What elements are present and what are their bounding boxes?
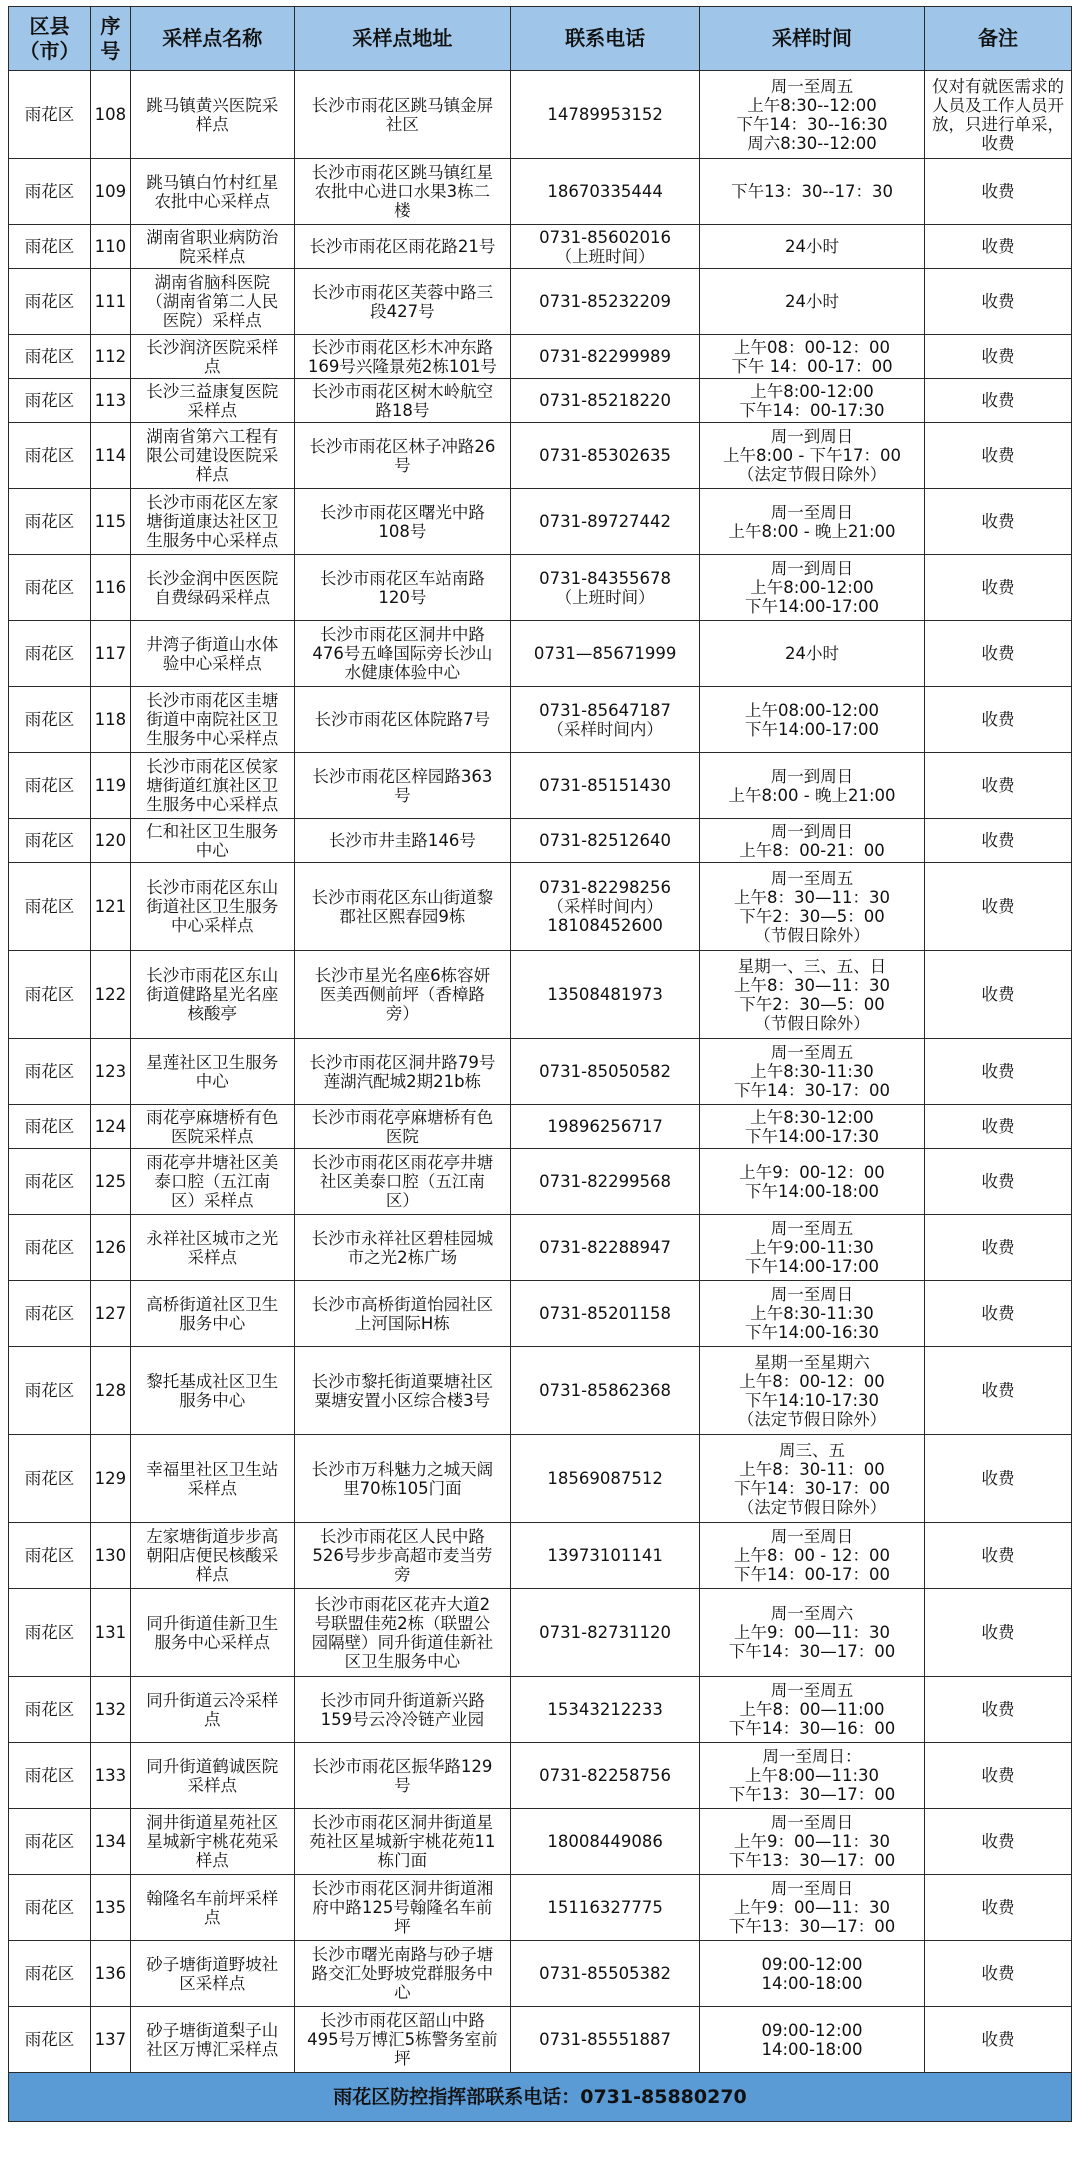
time-cell: 周一到周日 上午8:00-12:00 下午14:00-17:00 xyxy=(700,555,925,621)
seq-cell: 108 xyxy=(90,71,130,159)
district-cell: 雨花区 xyxy=(9,1523,91,1589)
remark-cell: 收费 xyxy=(924,1677,1071,1743)
site-name-cell: 长沙市雨花区东山 街道社区卫生服务 中心采样点 xyxy=(130,863,294,951)
seq-cell: 116 xyxy=(90,555,130,621)
time-cell: 上午08:00-12:00 下午14:00-17:00 xyxy=(700,687,925,753)
phone-cell: 0731-89727442 xyxy=(511,489,700,555)
site-name-cell: 砂子塘街道梨子山 社区万博汇采样点 xyxy=(130,2007,294,2073)
site-address-cell: 长沙市雨花区梓园路363 号 xyxy=(294,753,510,819)
remark-cell: 收费 xyxy=(924,1347,1071,1435)
site-name-cell: 洞井街道星苑社区 星城新宇桃花苑采 样点 xyxy=(130,1809,294,1875)
phone-cell: 0731-82731120 xyxy=(511,1589,700,1677)
table-row xyxy=(9,819,1072,863)
seq-cell: 114 xyxy=(90,423,130,489)
site-address-cell: 长沙市雨花区跳马镇红星 农批中心进口水果3栋二 楼 xyxy=(294,159,510,225)
time-cell: 周一到周日 上午8:00 - 下午17：00 （法定节假日除外） xyxy=(700,423,925,489)
remark-cell: 收费 xyxy=(924,423,1071,489)
table-row xyxy=(9,687,1072,753)
time-cell: 周一至周五 上午8：30—11：30 下午2：30—5：00 （节假日除外） xyxy=(700,863,925,951)
site-address-cell: 长沙市万科魅力之城天阔 里70栋105门面 xyxy=(294,1435,510,1523)
site-address-cell: 长沙市雨花区杉木冲东路 169号兴隆景苑2栋101号 xyxy=(294,335,510,379)
remark-cell: 收费 xyxy=(924,225,1071,269)
district-cell: 雨花区 xyxy=(9,1347,91,1435)
phone-cell: 0731-82512640 xyxy=(511,819,700,863)
site-name-cell: 长沙市雨花区圭塘 街道中南院社区卫 生服务中心采样点 xyxy=(130,687,294,753)
seq-cell: 125 xyxy=(90,1149,130,1215)
time-cell: 24小时 xyxy=(700,225,925,269)
phone-cell: 0731-85302635 xyxy=(511,423,700,489)
district-cell: 雨花区 xyxy=(9,269,91,335)
time-cell: 24小时 xyxy=(700,269,925,335)
time-cell: 上午8:30-12:00 下午14:00-17:30 xyxy=(700,1105,925,1149)
site-name-cell: 湖南省第六工程有 限公司建设医院采 样点 xyxy=(130,423,294,489)
time-cell: 下午13：30--17：30 xyxy=(700,159,925,225)
remark-cell: 收费 xyxy=(924,753,1071,819)
table-row xyxy=(9,1941,1072,2007)
phone-cell: 0731-85218220 xyxy=(511,379,700,423)
phone-cell: 0731-82258756 xyxy=(511,1743,700,1809)
district-cell: 雨花区 xyxy=(9,863,91,951)
site-address-cell: 长沙市井圭路146号 xyxy=(294,819,510,863)
table-row xyxy=(9,1149,1072,1215)
district-cell: 雨花区 xyxy=(9,1149,91,1215)
remark-cell: 收费 xyxy=(924,379,1071,423)
district-cell: 雨花区 xyxy=(9,819,91,863)
table-row xyxy=(9,423,1072,489)
table-row xyxy=(9,753,1072,819)
district-cell: 雨花区 xyxy=(9,1809,91,1875)
seq-cell: 115 xyxy=(90,489,130,555)
site-address-cell: 长沙市雨花区韶山中路 495号万博汇5栋警务室前 坪 xyxy=(294,2007,510,2073)
district-cell: 雨花区 xyxy=(9,379,91,423)
seq-cell: 121 xyxy=(90,863,130,951)
time-cell: 周一至周五 上午8：00—11:00 下午14：30—16：00 xyxy=(700,1677,925,1743)
site-address-cell: 长沙市雨花区树木岭航空 路18号 xyxy=(294,379,510,423)
phone-cell: 0731-85050582 xyxy=(511,1039,700,1105)
site-name-cell: 湖南省脑科医院 （湖南省第二人民 医院）采样点 xyxy=(130,269,294,335)
site-address-cell: 长沙市雨花区车站南路 120号 xyxy=(294,555,510,621)
remark-cell: 收费 xyxy=(924,555,1071,621)
district-cell: 雨花区 xyxy=(9,687,91,753)
district-cell: 雨花区 xyxy=(9,1941,91,2007)
site-name-cell: 砂子塘街道野坡社 区采样点 xyxy=(130,1941,294,2007)
phone-cell: 15116327775 xyxy=(511,1875,700,1941)
site-address-cell: 长沙市雨花区雨花路21号 xyxy=(294,225,510,269)
remark-cell: 收费 xyxy=(924,863,1071,951)
time-cell: 周一至周五 上午8:30--12:00 下午14：30--16:30 周六8:30--12:00 xyxy=(700,71,925,159)
remark-cell: 收费 xyxy=(924,1435,1071,1523)
table-row xyxy=(9,951,1072,1039)
site-name-cell: 高桥街道社区卫生 服务中心 xyxy=(130,1281,294,1347)
phone-cell: 0731-82299989 xyxy=(511,335,700,379)
district-cell: 雨花区 xyxy=(9,1281,91,1347)
site-name-cell: 跳马镇白竹村红星 农批中心采样点 xyxy=(130,159,294,225)
table-row xyxy=(9,1281,1072,1347)
remark-cell: 收费 xyxy=(924,1809,1071,1875)
site-address-cell: 长沙市雨花区芙蓉中路三 段427号 xyxy=(294,269,510,335)
seq-cell: 123 xyxy=(90,1039,130,1105)
site-name-cell: 跳马镇黄兴医院采 样点 xyxy=(130,71,294,159)
header-remark: 备注 xyxy=(924,7,1071,71)
seq-cell: 127 xyxy=(90,1281,130,1347)
table-row xyxy=(9,1875,1072,1941)
time-cell: 周一至周五 上午8:30-11:30 下午14：30-17：00 xyxy=(700,1039,925,1105)
district-cell: 雨花区 xyxy=(9,225,91,269)
site-name-cell: 长沙润济医院采样 点 xyxy=(130,335,294,379)
district-cell: 雨花区 xyxy=(9,1215,91,1281)
table-row xyxy=(9,1347,1072,1435)
phone-cell: 18008449086 xyxy=(511,1809,700,1875)
time-cell: 周一至周日： 上午8:00—11:30 下午13：30—17：00 xyxy=(700,1743,925,1809)
table-body xyxy=(9,71,1072,2073)
phone-cell: 0731-85551887 xyxy=(511,2007,700,2073)
footer-row xyxy=(9,2073,1072,2122)
site-address-cell: 长沙市雨花区东山街道黎 郡社区熙春园9栋 xyxy=(294,863,510,951)
seq-cell: 117 xyxy=(90,621,130,687)
table-row xyxy=(9,1809,1072,1875)
seq-cell: 118 xyxy=(90,687,130,753)
time-cell: 上午9：00-12：00 下午14:00-18:00 xyxy=(700,1149,925,1215)
district-cell: 雨花区 xyxy=(9,1589,91,1677)
time-cell: 09:00-12:00 14:00-18:00 xyxy=(700,2007,925,2073)
district-cell: 雨花区 xyxy=(9,555,91,621)
seq-cell: 128 xyxy=(90,1347,130,1435)
header-seq: 序 号 xyxy=(90,7,130,71)
site-name-cell: 左家塘街道步步高 朝阳店便民核酸采 样点 xyxy=(130,1523,294,1589)
remark-cell: 收费 xyxy=(924,1281,1071,1347)
time-cell: 周一至周日 上午9：00—11：30 下午13：30—17：00 xyxy=(700,1875,925,1941)
remark-cell: 收费 xyxy=(924,1039,1071,1105)
seq-cell: 132 xyxy=(90,1677,130,1743)
site-name-cell: 永祥社区城市之光 采样点 xyxy=(130,1215,294,1281)
seq-cell: 136 xyxy=(90,1941,130,2007)
remark-cell: 收费 xyxy=(924,1215,1071,1281)
site-address-cell: 长沙市雨花区洞井中路 476号五峰国际旁长沙山 水健康体验中心 xyxy=(294,621,510,687)
site-name-cell: 雨花亭井塘社区美 泰口腔（五江南 区）采样点 xyxy=(130,1149,294,1215)
remark-cell: 收费 xyxy=(924,1941,1071,2007)
site-address-cell: 长沙市高桥街道怡园社区 上河国际H栋 xyxy=(294,1281,510,1347)
seq-cell: 120 xyxy=(90,819,130,863)
district-cell: 雨花区 xyxy=(9,423,91,489)
time-cell: 周一至周日 上午9：00—11：30 下午13：30—17：00 xyxy=(700,1809,925,1875)
time-cell: 周三、五 上午8：30-11：00 下午14：30-17：00 （法定节假日除外） xyxy=(700,1435,925,1523)
seq-cell: 134 xyxy=(90,1809,130,1875)
remark-cell: 收费 xyxy=(924,819,1071,863)
phone-cell: 0731-85505382 xyxy=(511,1941,700,2007)
table-row xyxy=(9,1589,1072,1677)
phone-cell: 0731-85201158 xyxy=(511,1281,700,1347)
table-row xyxy=(9,863,1072,951)
time-cell: 周一到周日 上午8：00-21：00 xyxy=(700,819,925,863)
site-address-cell: 长沙市星光名座6栋容妍 医美西侧前坪（香樟路 旁） xyxy=(294,951,510,1039)
site-name-cell: 同升街道佳新卫生 服务中心采样点 xyxy=(130,1589,294,1677)
site-name-cell: 湖南省职业病防治 院采样点 xyxy=(130,225,294,269)
site-address-cell: 长沙市雨花区洞井街道湘 府中路125号翰隆名车前 坪 xyxy=(294,1875,510,1941)
phone-cell: 0731—85671999 xyxy=(511,621,700,687)
remark-cell: 收费 xyxy=(924,1105,1071,1149)
time-cell: 上午08：00-12：00 下午 14：00-17：00 xyxy=(700,335,925,379)
phone-cell: 0731-85151430 xyxy=(511,753,700,819)
district-cell: 雨花区 xyxy=(9,159,91,225)
site-address-cell: 长沙市雨花区振华路129 号 xyxy=(294,1743,510,1809)
header-time: 采样时间 xyxy=(700,7,925,71)
table-row xyxy=(9,1523,1072,1589)
site-name-cell: 雨花亭麻塘桥有色 医院采样点 xyxy=(130,1105,294,1149)
site-address-cell: 长沙市雨花区洞井街道星 苑社区星城新宇桃花苑11 栋门面 xyxy=(294,1809,510,1875)
phone-cell: 0731-85232209 xyxy=(511,269,700,335)
district-cell: 雨花区 xyxy=(9,1875,91,1941)
table-row xyxy=(9,1215,1072,1281)
site-address-cell: 长沙市雨花区洞井路79号 莲湖汽配城2期21b栋 xyxy=(294,1039,510,1105)
district-cell: 雨花区 xyxy=(9,2007,91,2073)
seq-cell: 133 xyxy=(90,1743,130,1809)
remark-cell: 收费 xyxy=(924,2007,1071,2073)
seq-cell: 113 xyxy=(90,379,130,423)
remark-cell: 收费 xyxy=(924,269,1071,335)
time-cell: 09:00-12:00 14:00-18:00 xyxy=(700,1941,925,2007)
phone-cell: 0731-85647187 （采样时间内） xyxy=(511,687,700,753)
header-district: 区县 （市） xyxy=(9,7,91,71)
seq-cell: 126 xyxy=(90,1215,130,1281)
table-row xyxy=(9,225,1072,269)
seq-cell: 137 xyxy=(90,2007,130,2073)
time-cell: 周一至周日 上午8：00 - 12：00 下午14：00-17：00 xyxy=(700,1523,925,1589)
phone-cell: 18569087512 xyxy=(511,1435,700,1523)
district-cell: 雨花区 xyxy=(9,951,91,1039)
district-cell: 雨花区 xyxy=(9,1677,91,1743)
remark-cell: 收费 xyxy=(924,159,1071,225)
time-cell: 上午8:00-12:00 下午14：00-17:30 xyxy=(700,379,925,423)
site-address-cell: 长沙市雨花区跳马镇金屏 社区 xyxy=(294,71,510,159)
table-row xyxy=(9,621,1072,687)
site-address-cell: 长沙市曙光南路与砂子塘 路交汇处野坡党群服务中 心 xyxy=(294,1941,510,2007)
site-address-cell: 长沙市雨花亭麻塘桥有色 医院 xyxy=(294,1105,510,1149)
phone-cell: 19896256717 xyxy=(511,1105,700,1149)
site-name-cell: 星莲社区卫生服务 中心 xyxy=(130,1039,294,1105)
site-address-cell: 长沙市雨花区体院路7号 xyxy=(294,687,510,753)
table-row xyxy=(9,379,1072,423)
remark-cell: 收费 xyxy=(924,951,1071,1039)
table-row xyxy=(9,489,1072,555)
site-address-cell: 长沙市黎托街道粟塘社区 粟塘安置小区综合楼3号 xyxy=(294,1347,510,1435)
seq-cell: 135 xyxy=(90,1875,130,1941)
table-row xyxy=(9,335,1072,379)
seq-cell: 112 xyxy=(90,335,130,379)
remark-cell: 仅对有就医需求的 人员及工作人员开 放，只进行单采， 收费 xyxy=(924,71,1071,159)
sampling-sites-table xyxy=(8,6,1072,2122)
remark-cell: 收费 xyxy=(924,1875,1071,1941)
district-cell: 雨花区 xyxy=(9,1039,91,1105)
phone-cell: 0731-82288947 xyxy=(511,1215,700,1281)
site-name-cell: 翰隆名车前坪采样 点 xyxy=(130,1875,294,1941)
hotline-banner: 雨花区防控指挥部联系电话：0731-85880270 xyxy=(9,2073,1072,2122)
site-name-cell: 长沙市雨花区东山 街道健路星光名座 核酸亭 xyxy=(130,951,294,1039)
phone-cell: 0731-85602016 （上班时间） xyxy=(511,225,700,269)
remark-cell: 收费 xyxy=(924,1743,1071,1809)
district-cell: 雨花区 xyxy=(9,335,91,379)
site-address-cell: 长沙市雨花区雨花亭井塘 社区美泰口腔（五江南 区） xyxy=(294,1149,510,1215)
remark-cell: 收费 xyxy=(924,621,1071,687)
table-row xyxy=(9,2007,1072,2073)
table-row xyxy=(9,1677,1072,1743)
remark-cell: 收费 xyxy=(924,1589,1071,1677)
site-address-cell: 长沙市同升街道新兴路 159号云冷冷链产业园 xyxy=(294,1677,510,1743)
phone-cell: 13508481973 xyxy=(511,951,700,1039)
header-phone: 联系电话 xyxy=(511,7,700,71)
site-name-cell: 长沙市雨花区侯家 塘街道红旗社区卫 生服务中心采样点 xyxy=(130,753,294,819)
district-cell: 雨花区 xyxy=(9,1435,91,1523)
district-cell: 雨花区 xyxy=(9,1743,91,1809)
district-cell: 雨花区 xyxy=(9,753,91,819)
time-cell: 周一至周日 上午8:30-11:30 下午14:00-16:30 xyxy=(700,1281,925,1347)
time-cell: 周一到周日 上午8:00 - 晚上21:00 xyxy=(700,753,925,819)
site-name-cell: 仁和社区卫生服务 中心 xyxy=(130,819,294,863)
phone-cell: 18670335444 xyxy=(511,159,700,225)
time-cell: 星期一、三、五、日 上午8：30—11：30 下午2：30—5：00 （节假日除外） xyxy=(700,951,925,1039)
phone-cell: 14789953152 xyxy=(511,71,700,159)
seq-cell: 119 xyxy=(90,753,130,819)
site-name-cell: 长沙三益康复医院 采样点 xyxy=(130,379,294,423)
phone-cell: 15343212233 xyxy=(511,1677,700,1743)
time-cell: 24小时 xyxy=(700,621,925,687)
site-name-cell: 井湾子街道山水体 验中心采样点 xyxy=(130,621,294,687)
sampling-sites-sheet xyxy=(8,6,1072,2122)
site-address-cell: 长沙市雨花区曙光中路 108号 xyxy=(294,489,510,555)
site-name-cell: 同升街道云冷采样 点 xyxy=(130,1677,294,1743)
seq-cell: 124 xyxy=(90,1105,130,1149)
seq-cell: 130 xyxy=(90,1523,130,1589)
table-row xyxy=(9,1435,1072,1523)
phone-cell: 0731-82298256 （采样时间内） 18108452600 xyxy=(511,863,700,951)
remark-cell: 收费 xyxy=(924,1523,1071,1589)
remark-cell: 收费 xyxy=(924,1149,1071,1215)
time-cell: 周一至周五 上午9:00-11:30 下午14:00-17:00 xyxy=(700,1215,925,1281)
time-cell: 周一至周日 上午8:00 - 晚上21:00 xyxy=(700,489,925,555)
seq-cell: 131 xyxy=(90,1589,130,1677)
table-row xyxy=(9,1039,1072,1105)
remark-cell: 收费 xyxy=(924,687,1071,753)
seq-cell: 111 xyxy=(90,269,130,335)
site-address-cell: 长沙市雨花区林子冲路26 号 xyxy=(294,423,510,489)
site-address-cell: 长沙市雨花区人民中路 526号步步高超市麦当劳 旁 xyxy=(294,1523,510,1589)
phone-cell: 13973101141 xyxy=(511,1523,700,1589)
seq-cell: 122 xyxy=(90,951,130,1039)
seq-cell: 110 xyxy=(90,225,130,269)
table-row xyxy=(9,269,1072,335)
time-cell: 周一至周六 上午9：00—11：30 下午14：30—17：00 xyxy=(700,1589,925,1677)
seq-cell: 129 xyxy=(90,1435,130,1523)
site-name-cell: 同升街道鹤诚医院 采样点 xyxy=(130,1743,294,1809)
table-row xyxy=(9,1743,1072,1809)
district-cell: 雨花区 xyxy=(9,1105,91,1149)
table-row xyxy=(9,1105,1072,1149)
phone-cell: 0731-82299568 xyxy=(511,1149,700,1215)
site-address-cell: 长沙市永祥社区碧桂园城 市之光2栋广场 xyxy=(294,1215,510,1281)
table-row xyxy=(9,555,1072,621)
seq-cell: 109 xyxy=(90,159,130,225)
remark-cell: 收费 xyxy=(924,489,1071,555)
site-name-cell: 长沙市雨花区左家 塘街道康达社区卫 生服务中心采样点 xyxy=(130,489,294,555)
site-name-cell: 长沙金润中医医院 自费绿码采样点 xyxy=(130,555,294,621)
site-name-cell: 黎托基成社区卫生 服务中心 xyxy=(130,1347,294,1435)
district-cell: 雨花区 xyxy=(9,621,91,687)
phone-cell: 0731-84355678 （上班时间） xyxy=(511,555,700,621)
table-row xyxy=(9,71,1072,159)
phone-cell: 0731-85862368 xyxy=(511,1347,700,1435)
remark-cell: 收费 xyxy=(924,335,1071,379)
site-address-cell: 长沙市雨花区花卉大道2 号联盟佳苑2栋（联盟公 园隔壁）同升街道佳新社 区卫生服务中心 xyxy=(294,1589,510,1677)
time-cell: 星期一至星期六 上午8：00-12：00 下午14:10-17:30 （法定节假日除外） xyxy=(700,1347,925,1435)
district-cell: 雨花区 xyxy=(9,71,91,159)
header-row xyxy=(9,7,1072,71)
table-row xyxy=(9,159,1072,225)
header-site-address: 采样点地址 xyxy=(294,7,510,71)
header-site-name: 采样点名称 xyxy=(130,7,294,71)
district-cell: 雨花区 xyxy=(9,489,91,555)
site-name-cell: 幸福里社区卫生站 采样点 xyxy=(130,1435,294,1523)
